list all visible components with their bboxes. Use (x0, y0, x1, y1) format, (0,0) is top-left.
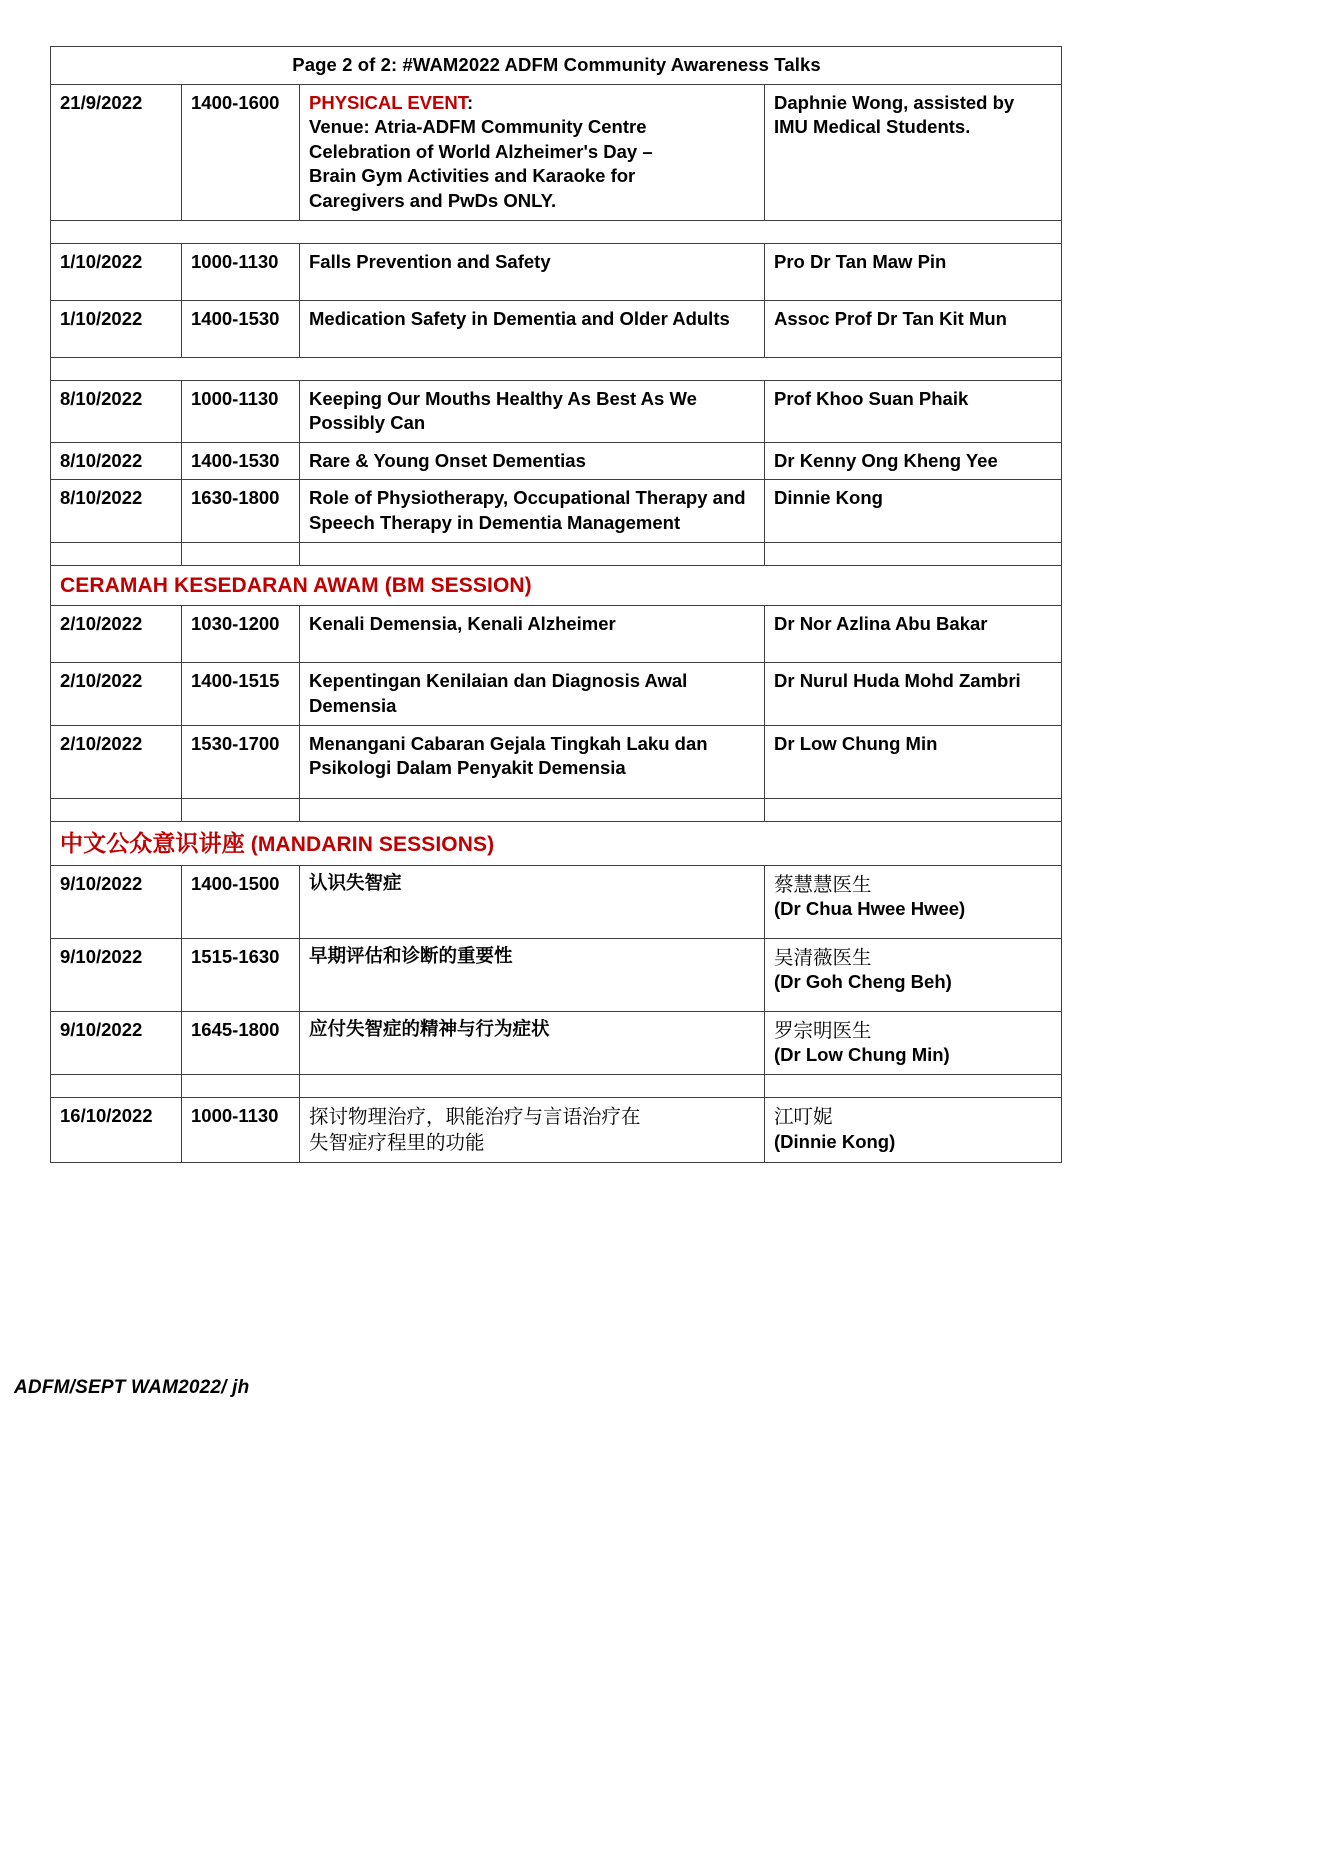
cell-date: 2/10/2022 (51, 663, 182, 725)
cell-date: 2/10/2022 (51, 606, 182, 663)
table-row (51, 865, 1062, 938)
cell-topic: Kepentingan Kenilaian dan Diagnosis Awal Demensia (300, 663, 765, 725)
spacer-row (51, 542, 1062, 565)
table-row (51, 606, 1062, 663)
spacer-cell (182, 798, 300, 821)
cell-topic: 早期评估和诊断的重要性 (300, 938, 765, 1011)
spacer-row (51, 798, 1062, 821)
table-row (51, 300, 1062, 357)
page-title: Page 2 of 2: #WAM2022 ADFM Community Awareness Talks (51, 47, 1062, 85)
cell-date: 8/10/2022 (51, 442, 182, 480)
topic-line-venue: Venue: Atria-ADFM Community Centre (309, 116, 647, 138)
cell-speaker (765, 1011, 1062, 1075)
speaker-name-en: (Dr Low Chung Min) (774, 1044, 950, 1066)
cell-topic: 认识失智症 (300, 865, 765, 938)
cell-speaker: Dr Nor Azlina Abu Bakar (765, 606, 1062, 663)
cell-date: 8/10/2022 (51, 480, 182, 542)
cell-topic: 应付失智症的精神与行为症状 (300, 1011, 765, 1075)
spacer-cell (300, 1075, 765, 1098)
spacer-cell (182, 542, 300, 565)
schedule-table (50, 46, 1062, 1163)
speaker-name-en: (Dinnie Kong) (774, 1131, 896, 1152)
speaker-name-cjk: 蔡慧慧医生 (774, 872, 872, 896)
cell-topic: Kenali Demensia, Kenali Alzheimer (300, 606, 765, 663)
table-row (51, 84, 1062, 220)
cell-topic: Falls Prevention and Safety (300, 243, 765, 300)
topic-line-braingym: Brain Gym Activities and Karaoke for (309, 165, 636, 187)
document-footer: ADFM/SEPT WAM2022/ jh (14, 1377, 250, 1398)
cell-topic: Keeping Our Mouths Healthy As Best As We Possibly Can (300, 380, 765, 442)
cell-date: 16/10/2022 (51, 1098, 182, 1163)
physical-event-colon: : (466, 91, 474, 113)
cell-time: 1530-1700 (182, 725, 300, 798)
spacer-row (51, 1075, 1062, 1098)
table-row (51, 442, 1062, 480)
speaker-line-2: IMU Medical Students. (774, 116, 971, 138)
table-row (51, 663, 1062, 725)
cell-time: 1030-1200 (182, 606, 300, 663)
cell-time: 1000-1130 (182, 1098, 300, 1163)
cell-speaker (765, 1098, 1062, 1163)
table-row (51, 480, 1062, 542)
cell-speaker: Dinnie Kong (765, 480, 1062, 542)
spacer-cell (300, 542, 765, 565)
spacer-row (51, 220, 1062, 243)
spacer-cell (51, 1075, 182, 1098)
cell-speaker (765, 84, 1062, 220)
table-title-row (51, 47, 1062, 85)
cell-time: 1630-1800 (182, 480, 300, 542)
cell-speaker: Dr Kenny Ong Kheng Yee (765, 442, 1062, 480)
cell-speaker: Dr Low Chung Min (765, 725, 1062, 798)
spacer-cell (51, 798, 182, 821)
cell-date: 2/10/2022 (51, 725, 182, 798)
cell-topic: Menangani Cabaran Gejala Tingkah Laku dan Psikologi Dalam Penyakit Demensia (300, 725, 765, 798)
cell-date: 9/10/2022 (51, 1011, 182, 1075)
cell-date: 1/10/2022 (51, 300, 182, 357)
cell-topic: Rare & Young Onset Dementias (300, 442, 765, 480)
cell-speaker (765, 938, 1062, 1011)
cell-date: 9/10/2022 (51, 865, 182, 938)
cell-time: 1000-1130 (182, 380, 300, 442)
table-row (51, 725, 1062, 798)
spacer-cell (765, 542, 1062, 565)
spacer-row (51, 357, 1062, 380)
cell-date: 1/10/2022 (51, 243, 182, 300)
spacer-cell (51, 357, 1062, 380)
speaker-name-en: (Dr Goh Cheng Beh) (774, 971, 952, 993)
speaker-name-cjk: 吴清薇医生 (774, 945, 872, 969)
cell-date: 8/10/2022 (51, 380, 182, 442)
table-row (51, 243, 1062, 300)
speaker-line-1: Daphnie Wong, assisted by (774, 91, 1015, 113)
cell-speaker: Prof Khoo Suan Phaik (765, 380, 1062, 442)
spacer-cell (51, 542, 182, 565)
table-row (51, 1011, 1062, 1075)
cell-date: 9/10/2022 (51, 938, 182, 1011)
spacer-cell (300, 798, 765, 821)
cell-time: 1400-1500 (182, 865, 300, 938)
cell-topic: Role of Physiotherapy, Occupational Therapy and Speech Therapy in Dementia Management (300, 480, 765, 542)
cell-time: 1400-1530 (182, 300, 300, 357)
cell-speaker: Assoc Prof Dr Tan Kit Mun (765, 300, 1062, 357)
cell-speaker: Dr Nurul Huda Mohd Zambri (765, 663, 1062, 725)
mandarin-session-header-cjk: 中文公众意识讲座 (60, 829, 245, 856)
spacer-cell (765, 1075, 1062, 1098)
mandarin-session-header-en: (MANDARIN SESSIONS) (244, 832, 495, 856)
cell-time: 1400-1530 (182, 442, 300, 480)
table-row (51, 1098, 1062, 1163)
spacer-cell (51, 220, 1062, 243)
speaker-name-en: (Dr Chua Hwee Hwee) (774, 898, 966, 920)
cell-time: 1515-1630 (182, 938, 300, 1011)
physical-event-label: PHYSICAL EVENT (309, 91, 467, 113)
topic-line-caregivers: Caregivers and PwDs ONLY. (309, 189, 557, 211)
bm-section-header-row (51, 565, 1062, 606)
cell-time: 1400-1600 (182, 84, 300, 220)
spacer-cell (182, 1075, 300, 1098)
bm-session-header: CERAMAH KESEDARAN AWAM (BM SESSION) (60, 573, 532, 597)
table-row (51, 380, 1062, 442)
cell-topic: Medication Safety in Dementia and Older Adults (300, 300, 765, 357)
cell-date: 21/9/2022 (51, 84, 182, 220)
topic-line-1: 探讨物理治疗，职能治疗与言语治疗在 (309, 1105, 641, 1129)
cell-topic (300, 1098, 765, 1163)
speaker-name-cjk: 江叮妮 (774, 1105, 833, 1129)
cell-time: 1400-1515 (182, 663, 300, 725)
cell-time: 1000-1130 (182, 243, 300, 300)
table-row (51, 938, 1062, 1011)
spacer-cell (765, 798, 1062, 821)
cell-speaker (765, 865, 1062, 938)
cell-speaker: Pro Dr Tan Maw Pin (765, 243, 1062, 300)
mandarin-section-header-row (51, 821, 1062, 865)
cell-topic (300, 84, 765, 220)
speaker-name-cjk: 罗宗明医生 (774, 1018, 872, 1042)
topic-line-2: 失智症疗程里的功能 (309, 1131, 485, 1154)
topic-line-celebration: Celebration of World Alzheimer's Day – (309, 140, 653, 162)
cell-time: 1645-1800 (182, 1011, 300, 1075)
